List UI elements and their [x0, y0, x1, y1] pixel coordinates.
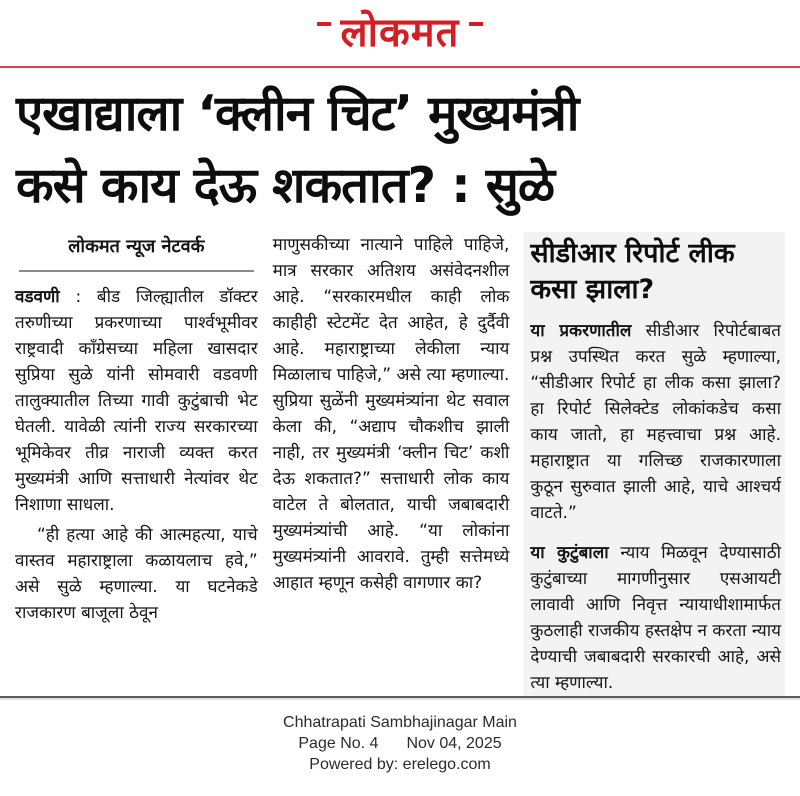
sidebar-subheadline: सीडीआर रिपोर्ट लीक कसा झाला?	[530, 238, 735, 305]
logo-dash-right-icon	[469, 22, 483, 26]
paragraph-1-text: : बीड जिल्ह्यातील डॉक्टर तरुणीच्या प्रकरणाच्या पार्श्वभूमीवर राष्ट्रवादी काँग्रेसच्या महिला खासदार सुप्रिया सुळे यांनी सोमवारी वडवणी तालुक्यातील तिच्या गावी कुटुंबाची भेट घेतली. यावेळी त्यांनी राज्य सरकारच्या भूमिकेवर तीव्र नाराजी व्यक्त करत मुख्यमंत्री आणि सत्ताधारी नेत्यांवर थेट निशाणा साधला.	[15, 287, 258, 515]
sidebar-paragraph-1-lead: या प्रकरणातील	[530, 321, 632, 341]
sidebar-paragraph-2-lead: या कुटुंबाला	[530, 543, 609, 563]
powered-by: Powered by: erelego.com	[309, 756, 491, 773]
headline-line-2: कसे काय देऊ शकतात? : सुळे	[16, 157, 555, 214]
sidebar-paragraph-1	[530, 318, 781, 526]
article-body	[0, 228, 800, 696]
newspaper-logo: लोकमत	[340, 10, 460, 56]
paragraph-2-text: “ही हत्या आहे की आत्महत्या, याचे वास्तव महाराष्ट्राला कळायलाच हवे,” असे सुळे म्हणाल्या. या घटनेकडे राजकारण बाजूला ठेवून	[15, 525, 258, 623]
publish-date: Nov 04, 2025	[406, 735, 502, 752]
byline: लोकमत न्यूज नेटवर्क	[19, 232, 254, 272]
paragraph-3-text: माणुसकीच्या नात्याने पाहिले पाहिजे, मात्र सरकार अतिशय असंवेदनशील आहे. “सरकारमधील काही लोक काहीही स्टेटमेंट देत आहेत, हे दुर्दैवी आहे. महाराष्ट्राच्या लेकीला न्याय मिळालाच पाहिजे,” असे त्या म्हणाल्या. सुप्रिया सुळेंनी मुख्यमंत्र्यांना थेट सवाल केला की, “अद्याप चौकशीच झाली नाही, तर मुख्यमंत्री ‘क्लीन चिट’ कशी देऊ शकतात?” सत्ताधारी लोक काय वाटेल ते बोलतात, याची जबाबदारी मुख्यमंत्र्यांची आहे. “या लोकांना मुख्यमंत्र्यांनी आवरावे. तुम्ही सत्तेमध्ये आहात म्हणून कसेही वागणार का?	[272, 235, 510, 593]
masthead	[0, 0, 800, 66]
sidebar-paragraph-1-text: सीडीआर रिपोर्टबाबत प्रश्न उपस्थित करत सुळे म्हणाल्या, “सीडीआर रिपोर्ट हा लीक कसा झाला? हा रिपोर्ट सिलेक्टेड लोकांकडेच कसा काय जातो, हा महत्त्वाचा प्रश्न आहे. महाराष्ट्रात या गलिच्छ राजकारणाला कुठून सुरुवात झाली आहे, याचे आश्चर्य वाटते.”	[530, 321, 781, 523]
article-column-2	[273, 232, 510, 696]
sidebar-paragraph-2	[530, 540, 781, 696]
main-headline	[0, 68, 800, 228]
sidebar-paragraph-2-text: न्याय मिळवून देण्यासाठी कुटुंबाच्या मागणीनुसार एसआयटी लावावी आणि निवृत्त न्यायाधीशामार्फत कुठलाही राजकीय हस्तक्षेप न करता न्याय देण्याची जबाबदारी सरकारची आहे, असे त्या म्हणाल्या.	[530, 543, 781, 693]
edition-name: Chhatrapati Sambhajinagar Main	[283, 714, 517, 731]
article-column-1	[15, 232, 258, 696]
page-info	[0, 733, 800, 754]
page-footer	[0, 698, 800, 775]
paragraph-3	[273, 232, 510, 596]
paragraph-1-dateline: वडवणी	[15, 287, 60, 307]
page-number: Page No. 4	[298, 735, 379, 752]
paragraph-2	[15, 522, 258, 626]
paragraph-1	[15, 284, 258, 518]
sidebar-column	[524, 232, 785, 696]
headline-line-1: एखाद्याला ‘क्लीन चिट’ मुख्यमंत्री	[16, 85, 579, 142]
logo-dash-left-icon	[317, 22, 331, 26]
